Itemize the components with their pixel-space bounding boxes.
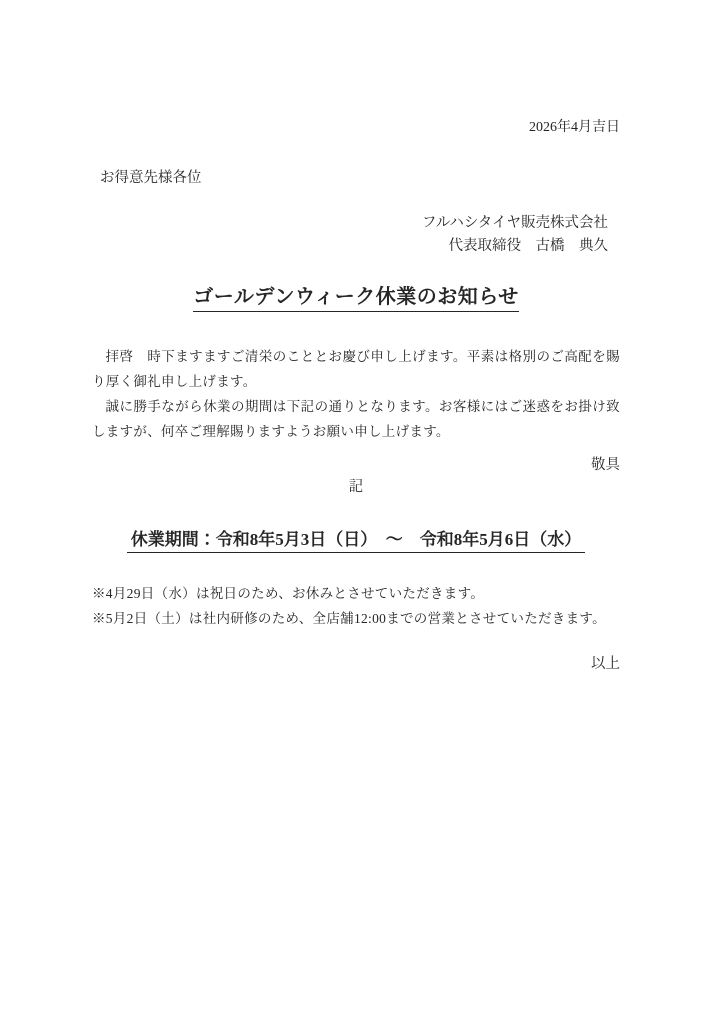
document-title-text: ゴールデンウィーク休業のお知らせ xyxy=(193,286,518,312)
date-line: 2026年4月吉日 xyxy=(529,120,620,135)
addressee-line: お得意先様各位 xyxy=(100,170,202,186)
sender-block xyxy=(92,212,620,258)
note-item: ※5月2日（土）は社内研修のため、全店舗12:00までの営業とさせていただきます。 xyxy=(92,610,606,626)
note-item: ※4月29日（水）は祝日のため、お休みとさせていただきます。 xyxy=(92,586,485,601)
notes-block xyxy=(92,582,620,631)
record-marker: 記 xyxy=(348,479,364,495)
end-marker: 以上 xyxy=(591,656,620,672)
body-paragraph-1: 拝啓 時下ますますご清栄のこととお慶び申し上げます。平素は格別のご高配を賜り厚く御礼申し上げます。 xyxy=(92,349,620,389)
document-title xyxy=(92,284,620,310)
closure-period-text: 休業期間：令和8年5月3日（日） ～ 令和8年5月6日（水） xyxy=(127,530,586,553)
closure-period-line xyxy=(92,528,620,552)
sender-representative: 代表取締役 古橋 典久 xyxy=(448,238,608,254)
body-paragraph-2: 誠に勝手ながら休業の期間は下記の通りとなります。お客様にはご迷惑をお掛け致しますが、何卒ご理解賜りますようお願い申し上げます。 xyxy=(92,399,620,439)
sender-company: フルハシタイヤ販売株式会社 xyxy=(421,215,608,231)
closing-word: 敬具 xyxy=(591,457,620,473)
